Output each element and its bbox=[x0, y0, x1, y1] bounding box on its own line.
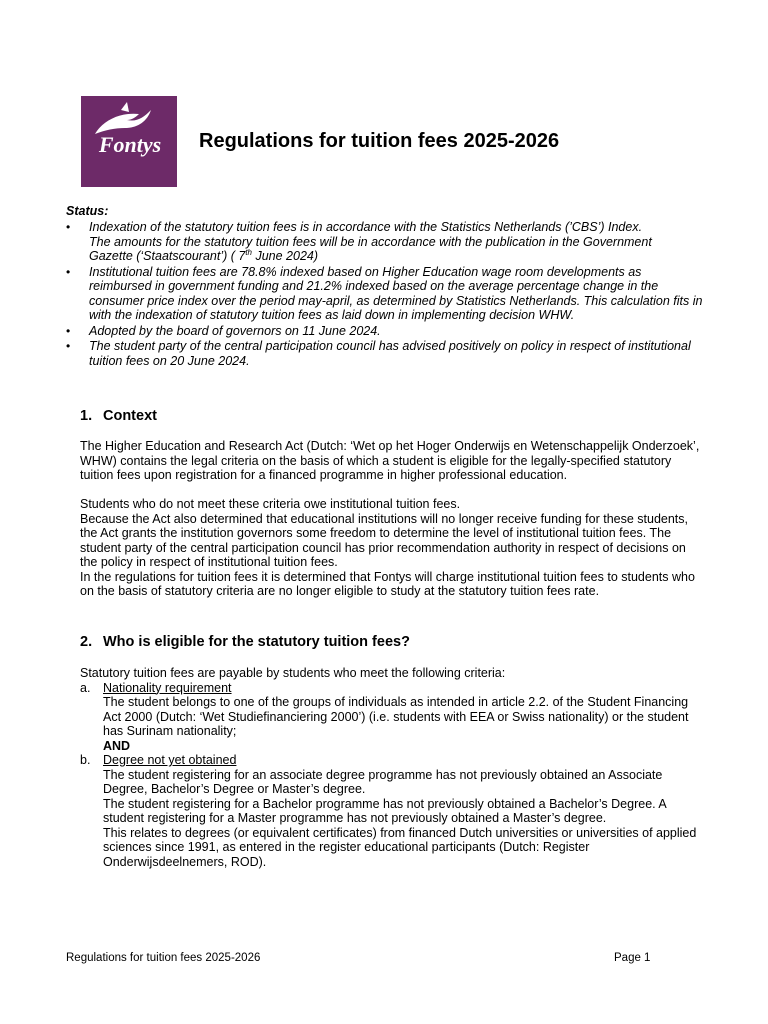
status-item-text: Adopted by the board of governors on 11 June 2024. bbox=[89, 323, 381, 338]
section-2-heading bbox=[80, 634, 410, 650]
status-item-text: Institutional tuition fees are 78.8% indexed based on Higher Education wage room developments as reimbursed in government funding and 21.2% indexed based on the average percentage change in the consumer price index over the period may-april, as determined by Statistics Netherlands. This calculation fits in with the indexation of statutory tuition fees as laid down in implementing decision WHW. bbox=[89, 264, 703, 322]
criterion-a bbox=[80, 681, 700, 754]
criterion-b bbox=[80, 753, 700, 869]
criterion-title: Degree not yet obtained bbox=[103, 753, 237, 767]
status-item-text: Indexation of the statutory tuition fees is in accordance with the Statistics Netherlands (’CBS’) Index. The amounts for the statutory tuition fees will be in accordance with the publication in the Government Gazette (‘Staatscourant’) ( 7th June 2024) bbox=[89, 220, 652, 263]
criterion-text: The student registering for a Bachelor programme has not previously obtained a Bachelor’s Degree. A student registering for a Master programme has not previously obtained a Master’s degree. bbox=[103, 796, 667, 825]
list-item bbox=[66, 265, 706, 323]
logo-wordmark: Fontys bbox=[98, 132, 162, 157]
criterion-text: The student belongs to one of the groups of individuals as intended in article 2.2. of the Student Financing Act 2000 (Dutch: ‘Wet Studiefinanciering 2000’) (i.e. students with EEA or Swiss nationality) or the student has Surinam nationality; bbox=[103, 695, 689, 738]
fontys-logo bbox=[81, 96, 177, 187]
paragraph: Because the Act also determined that educational institutions will no longer receive funding for these students, the Act grants the institution governors some freedom to determine the level of institutional tuition fees. The student party of the central participation council has prior recommendation authority in respect of decisions on the policy in respect of institutional tuition fees. bbox=[80, 511, 689, 569]
section-title: Context bbox=[103, 408, 157, 424]
footer-title: Regulations for tuition fees 2025-2026 bbox=[66, 952, 261, 964]
bullet-icon: • bbox=[66, 339, 71, 353]
criteria-block bbox=[80, 666, 700, 869]
criterion-letter: b. bbox=[80, 753, 91, 767]
page-number: Page 1 bbox=[614, 952, 651, 964]
criterion-letter: a. bbox=[80, 680, 91, 695]
page-title: Regulations for tuition fees 2025-2026 bbox=[199, 130, 560, 152]
status-label: Status: bbox=[66, 204, 109, 218]
criterion-text: This relates to degrees (or equivalent certificates) from financed Dutch universities or universities of applied sciences since 1991, as entered in the register educational participants (Dutch: Register Onderwijsdeelnemers, ROD). bbox=[103, 825, 697, 869]
section-number: 2. bbox=[80, 634, 93, 650]
section-number: 1. bbox=[80, 408, 93, 424]
status-list bbox=[66, 220, 706, 369]
status-item-text: The student party of the central participation council has advised positively on policy in respect of institutional tuition fees on 20 June 2024. bbox=[89, 339, 691, 368]
and-label: AND bbox=[103, 738, 131, 753]
section-title: Who is eligible for the statutory tuition fees? bbox=[103, 634, 410, 650]
criteria-intro: Statutory tuition fees are payable by students who meet the following criteria: bbox=[80, 666, 506, 680]
list-item bbox=[66, 339, 706, 368]
criterion-text: The student registering for an associate degree programme has not previously obtained an Associate Degree, Bachelor’s Degree or Master’s degree. bbox=[103, 767, 663, 796]
bullet-icon: • bbox=[66, 264, 71, 279]
paragraph: The Higher Education and Research Act (Dutch: ‘Wet op het Hoger Onderwijs en Wetenschappelijk Onderzoek’, WHW) contains the legal criteria on the basis of which a student is eligible for the legally-specified statutory tuition fees upon registration for a financed programme in higher professional education. bbox=[80, 439, 700, 482]
list-item bbox=[66, 324, 706, 339]
bullet-icon: • bbox=[66, 323, 71, 338]
bullet-icon: • bbox=[66, 220, 71, 234]
paragraph: In the regulations for tuition fees it is determined that Fontys will charge institutional tuition fees to students who on the basis of statutory criteria are no longer eligible to study at the statutory tuition fees rate. bbox=[80, 569, 695, 598]
paragraph: Students who do not meet these criteria owe institutional tuition fees. bbox=[80, 497, 461, 511]
section-1-heading bbox=[80, 408, 157, 424]
criterion-title: Nationality requirement bbox=[103, 680, 232, 695]
section-1-body bbox=[80, 439, 700, 599]
list-item bbox=[66, 220, 706, 264]
